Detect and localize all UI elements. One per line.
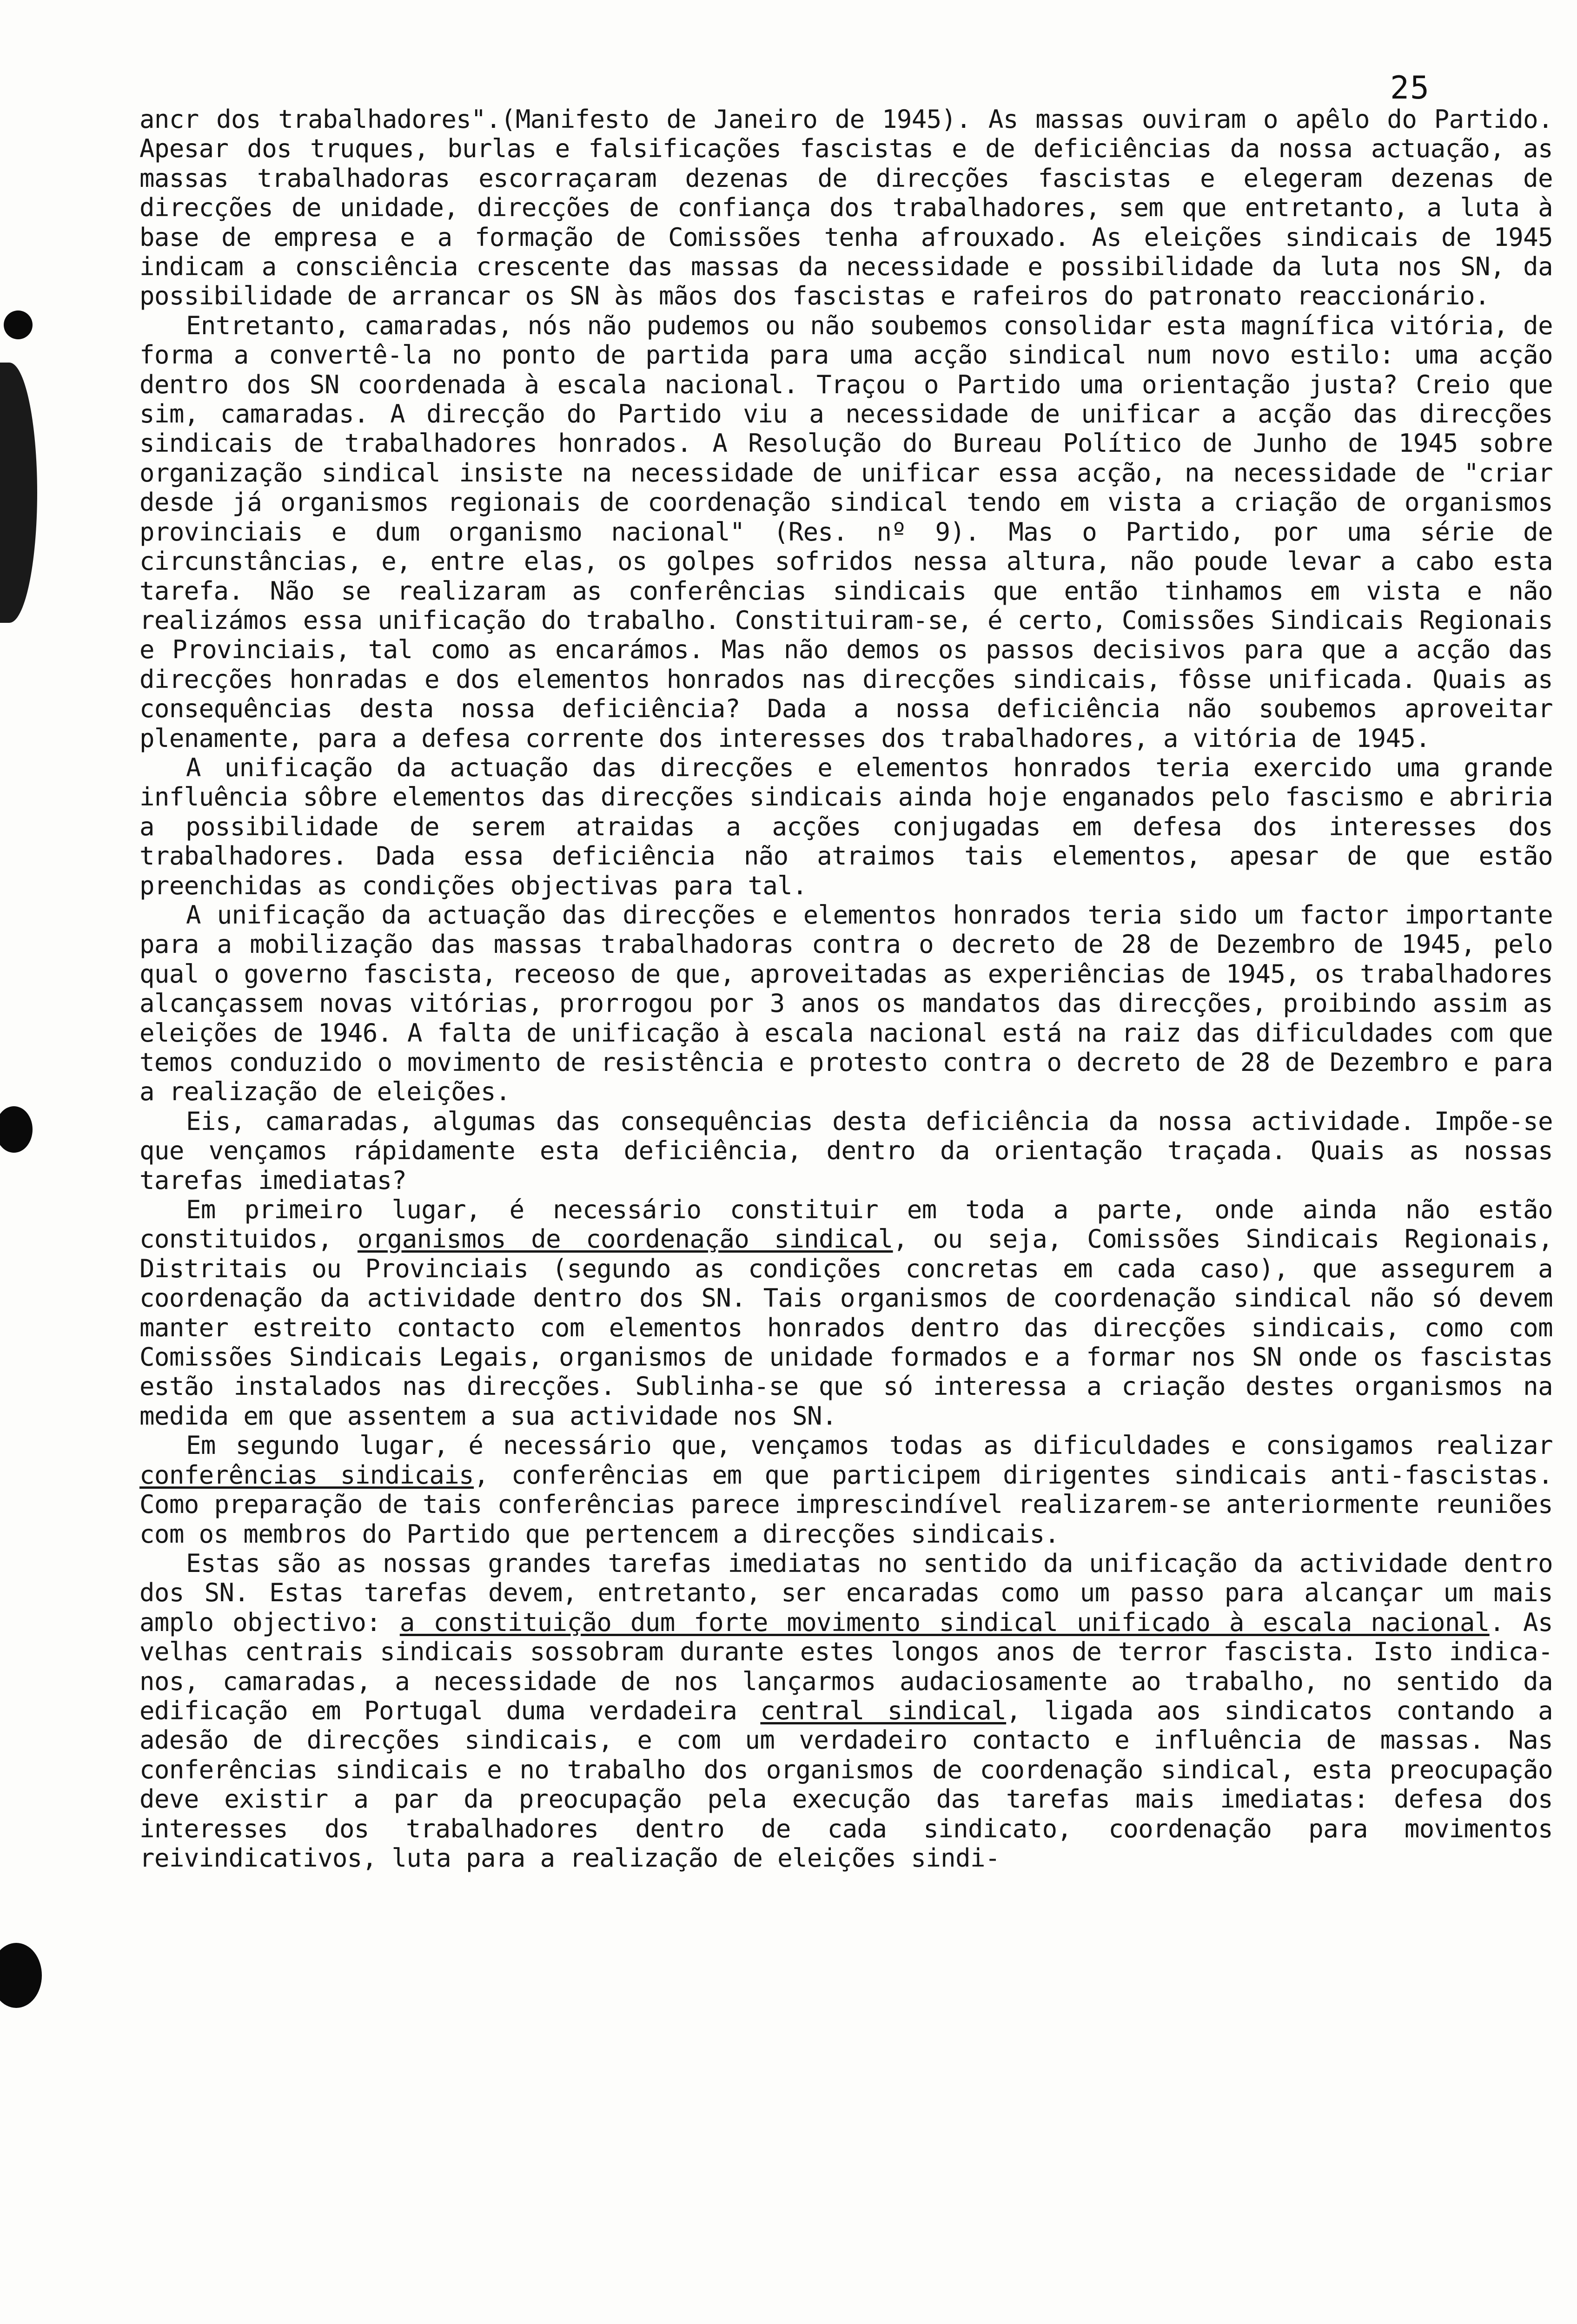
paragraph-2: Entretanto, camaradas, nós não pudemos ou não soubemos consolidar esta magnífica vitória, de forma a convertê-la no ponto de partida para uma acção sindical num novo estilo: uma acção dentro dos SN coordenada à escala nacional. Traçou o Partido uma orientação justa? Creio que sim, camaradas. A direcção do Partido viu a necessidade de unificar a acção das direcções sindicais de trabalhadores honrados. A Resolução do Bureau Político de Junho de 1945 sobre organização sindical insiste na necessidade de unificar essa acção, na necessidade de "criar desde já organismos regionais de coordenação sindical tendo em vista a criação de organismos provinciais e dum organismo nacional" (Res. nº 9). Mas o Partido, por uma série de circunstâncias, e, entre elas, os golpes sofridos nessa altura, não poude levar a cabo esta tarefa. Não se realizaram as conferências sindicais que então tinhamos em vista e não realizámos essa unificação do trabalho. Constituiram-se, é certo, Comissões Sindicais Regionais e Provinciais, tal como as encarámos. Mas não demos os passos decisivos para que a acção das direcções honradas e dos elementos honrados nas direcções sindicais, fôsse unificada. Quais as consequências desta nossa deficiência? Dada a nossa deficiência não soubemos aproveitar plenamente, para a defesa corrente dos interesses dos trabalhadores, a vitória de 1945. <box>139 310 1553 753</box>
paragraph-8-underlined-2: central sindical <box>760 1696 1007 1725</box>
paragraph-6-underlined: organismos de coordenação sindical <box>357 1224 893 1254</box>
paragraph-7-text-b: , conferências em que participem dirigentes sindicais anti-fascistas. Como preparação de tais conferências parece imprescindível realizarem-se anteriormente reuniões com os membros do Partido que pertencem a direcções sindicais. <box>139 1460 1553 1549</box>
punch-hole-upper-shadow <box>0 363 37 623</box>
punch-hole-top <box>4 310 33 339</box>
paragraph-7 <box>139 1431 1553 1549</box>
punch-hole-lower <box>0 1943 42 2008</box>
document-body <box>139 105 1553 1873</box>
paragraph-6 <box>139 1195 1553 1431</box>
paragraph-8-text-c: , ligada aos sindicatos contando a adesão de direcções sindicais, e com um verdadeiro contacto e influência de massas. Nas conferências sindicais e no trabalho dos organismos de coordenação sindical, esta preocupação deve existir a par da preocupação pela execução das tarefas mais imediatas: defesa dos interesses dos trabalhadores dentro de cada sindicato, coordenação para movimentos reivindicativos, luta para a realização de eleições sindi- <box>139 1696 1553 1873</box>
paragraph-5: Eis, camaradas, algumas das consequências desta deficiência da nossa actividade. Impõe-se que vençamos rápidamente esta deficiência, dentro da orientação traçada. Quais as nossas tarefas imediatas? <box>139 1106 1553 1195</box>
paragraph-8 <box>139 1549 1553 1873</box>
paragraph-6-text-b: , ou seja, Comissões Sindicais Regionais, Distritais ou Provinciais (segundo as condições concretas em cada caso), que assegurem a coordenação da actividade dentro dos SN. Tais organismos de coordenação sindical não só devem manter estreito contacto com elementos honrados dentro das direcções sindicais, como com Comissões Sindicais Legais, organismos de unidade formados e a formar nos SN onde os fascistas estão instalados nas direcções. Sublinha-se que só interessa a criação destes organismos na medida em que assentem a sua actividade nos SN. <box>139 1224 1553 1431</box>
paragraph-1: ancr dos trabalhadores".(Manifesto de Janeiro de 1945). As massas ouviram o apêlo do Partido. Apesar dos truques, burlas e falsificações fascistas e de deficiências da nossa actuação, as massas trabalhadoras escorraçaram dezenas de direcções fascistas e elegeram dezenas de direcções de unidade, direcções de confiança dos trabalhadores, sem que entretanto, a luta à base de empresa e a formação de Comissões tenha afrouxado. As eleições sindicais de 1945 indicam a consciência crescente das massas da necessidade e possibilidade da luta nos SN, da possibilidade de arrancar os SN às mãos dos fascistas e rafeiros do patronato reaccionário. <box>139 105 1553 311</box>
paragraph-7-underlined: conferências sindicais <box>139 1460 474 1490</box>
page-number: 25 <box>1390 70 1430 106</box>
paragraph-8-text-a: Estas são as nossas grandes tarefas imediatas no sentido da unificação da actividade dentro dos SN. Estas tarefas devem, entretanto, ser encaradas como um passo para alcançar um mais amplo objectivo: <box>139 1548 1553 1637</box>
punch-hole-middle <box>0 1106 33 1153</box>
paragraph-4: A unificação da actuação das direcções e elementos honrados teria sido um factor importante para a mobilização das massas trabalhadoras contra o decreto de 28 de Dezembro de 1945, pelo qual o governo fascista, receoso de que, aproveitadas as experiências de 1945, os trabalhadores alcançassem novas vitórias, prorrogou por 3 anos os mandatos das direcções, proibindo assim as eleições de 1946. A falta de unificação à escala nacional está na raiz das dificuldades com que temos conduzido o movimento de resistência e protesto contra o decreto de 28 de Dezembro e para a realização de eleições. <box>139 900 1553 1107</box>
paragraph-8-text-b: . As velhas centrais sindicais sossobram durante estes longos anos de terror fascista. Isto indica-nos, camaradas, a necessidade de nos lançarmos audaciosamente ao trabalho, no sentido da edificação em Portugal duma verdadeira <box>139 1607 1553 1725</box>
paragraph-6-text-a: Em primeiro lugar, é necessário constituir em toda a parte, onde ainda não estão constituidos, <box>139 1195 1553 1254</box>
paragraph-7-text-a: Em segundo lugar, é necessário que, vençamos todas as dificuldades e consigamos realizar <box>186 1431 1553 1460</box>
paragraph-8-underlined: a constituição dum forte movimento sindical unificado à escala nacional <box>399 1607 1490 1637</box>
paragraph-3: A unificação da actuação das direcções e elementos honrados teria exercido uma grande influência sôbre elementos das direcções sindicais ainda hoje enganados pelo fascismo e abriria a possibilidade de serem atraidas a acções conjugadas em defesa dos interesses dos trabalhadores. Dada essa deficiência não atraimos tais elementos, apesar de que estão preenchidas as condições objectivas para tal. <box>139 753 1553 900</box>
